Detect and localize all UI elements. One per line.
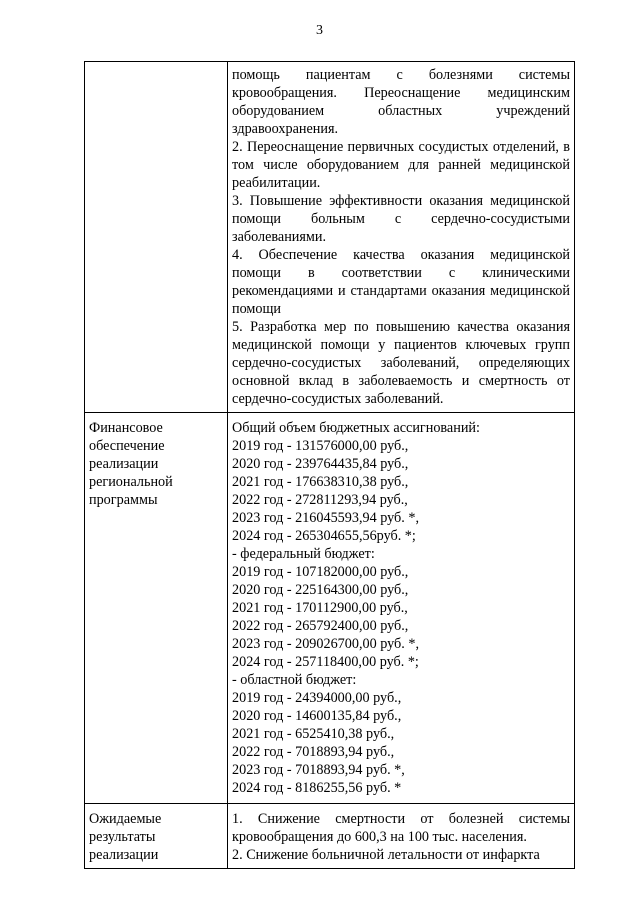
budget-line: 2020 год - 14600135,84 руб., bbox=[232, 708, 402, 724]
page-number: 3 bbox=[316, 23, 323, 38]
budget-line: Общий объем бюджетных ассигнований: bbox=[232, 420, 480, 436]
budget-line: 2021 год - 170112900,00 руб., bbox=[232, 600, 408, 616]
budget-line: 2022 год - 272811293,94 руб., bbox=[232, 492, 408, 508]
row-label-line: результаты bbox=[89, 829, 156, 845]
result-item: 1. Снижение смертности от болезней системы кровообращения до 600,3 на 100 тыс. населения. bbox=[232, 811, 570, 845]
row-label-line: региональной bbox=[89, 474, 173, 490]
table-row-financing bbox=[85, 413, 575, 804]
row-label-line: обеспечение bbox=[89, 438, 165, 454]
budget-line: 2023 год - 216045593,94 руб. *, bbox=[232, 510, 419, 526]
budget-line: 2021 год - 176638310,38 руб., bbox=[232, 474, 409, 490]
financing-cell bbox=[228, 413, 575, 804]
results-cell bbox=[228, 804, 575, 869]
budget-line: 2023 год - 7018893,94 руб. *, bbox=[232, 762, 405, 778]
table-row-tasks bbox=[85, 62, 575, 413]
task-item: 5. Разработка мер по повышению качества оказания медицинской помощи у пациентов ключевых групп сердечно-сосудистых заболеваний, определяющих основной вклад в заболеваемость и смертность от сердечно-сосудистых заболеваний. bbox=[232, 319, 570, 407]
budget-line: 2020 год - 239764435,84 руб., bbox=[232, 456, 409, 472]
budget-line: 2024 год - 265304655,56руб. *; bbox=[232, 528, 416, 544]
row-label-financing bbox=[85, 413, 228, 804]
row-label-line: реализации bbox=[89, 847, 159, 863]
row-label-line: Финансовое bbox=[89, 420, 163, 436]
result-item: 2. Снижение больничной летальности от инфаркта bbox=[232, 847, 540, 863]
budget-line: 2022 год - 265792400,00 руб., bbox=[232, 618, 409, 634]
row-label-results bbox=[85, 804, 228, 869]
task-item: 2. Переоснащение первичных сосудистых отделений, в том числе оборудованием для ранней медицинской реабилитации. bbox=[232, 139, 570, 191]
budget-line: 2021 год - 6525410,38 руб., bbox=[232, 726, 395, 742]
row-label-line: Ожидаемые bbox=[89, 811, 162, 827]
task-item: 3. Повышение эффективности оказания медицинской помощи больным с сердечно-сосудистыми заболеваниями. bbox=[232, 193, 570, 245]
budget-line: 2020 год - 225164300,00 руб., bbox=[232, 582, 409, 598]
program-passport-table bbox=[84, 61, 575, 869]
tasks-cell bbox=[228, 62, 575, 413]
budget-line: 2024 год - 8186255,56 руб. * bbox=[232, 780, 402, 796]
budget-line: 2019 год - 107182000,00 руб., bbox=[232, 564, 409, 580]
table-row-results bbox=[85, 804, 575, 869]
budget-line: 2019 год - 24394000,00 руб., bbox=[232, 690, 402, 706]
budget-line: 2019 год - 131576000,00 руб., bbox=[232, 438, 409, 454]
row-label-empty bbox=[85, 62, 228, 413]
budget-line: - федеральный бюджет: bbox=[232, 546, 375, 562]
budget-line: 2023 год - 209026700,00 руб. *, bbox=[232, 636, 419, 652]
task-item: помощь пациентам с болезнями системы кровообращения. Переоснащение медицинским оборудованием областных учреждений здравоохранения. bbox=[232, 67, 570, 137]
budget-line: - областной бюджет: bbox=[232, 672, 357, 688]
row-label-line: программы bbox=[89, 492, 158, 508]
budget-line: 2024 год - 257118400,00 руб. *; bbox=[232, 654, 419, 670]
budget-line: 2022 год - 7018893,94 руб., bbox=[232, 744, 395, 760]
task-item: 4. Обеспечение качества оказания медицинской помощи в соответствии с клиническими рекомендациями и стандартами оказания медицинской помощи bbox=[232, 247, 570, 317]
row-label-line: реализации bbox=[89, 456, 159, 472]
